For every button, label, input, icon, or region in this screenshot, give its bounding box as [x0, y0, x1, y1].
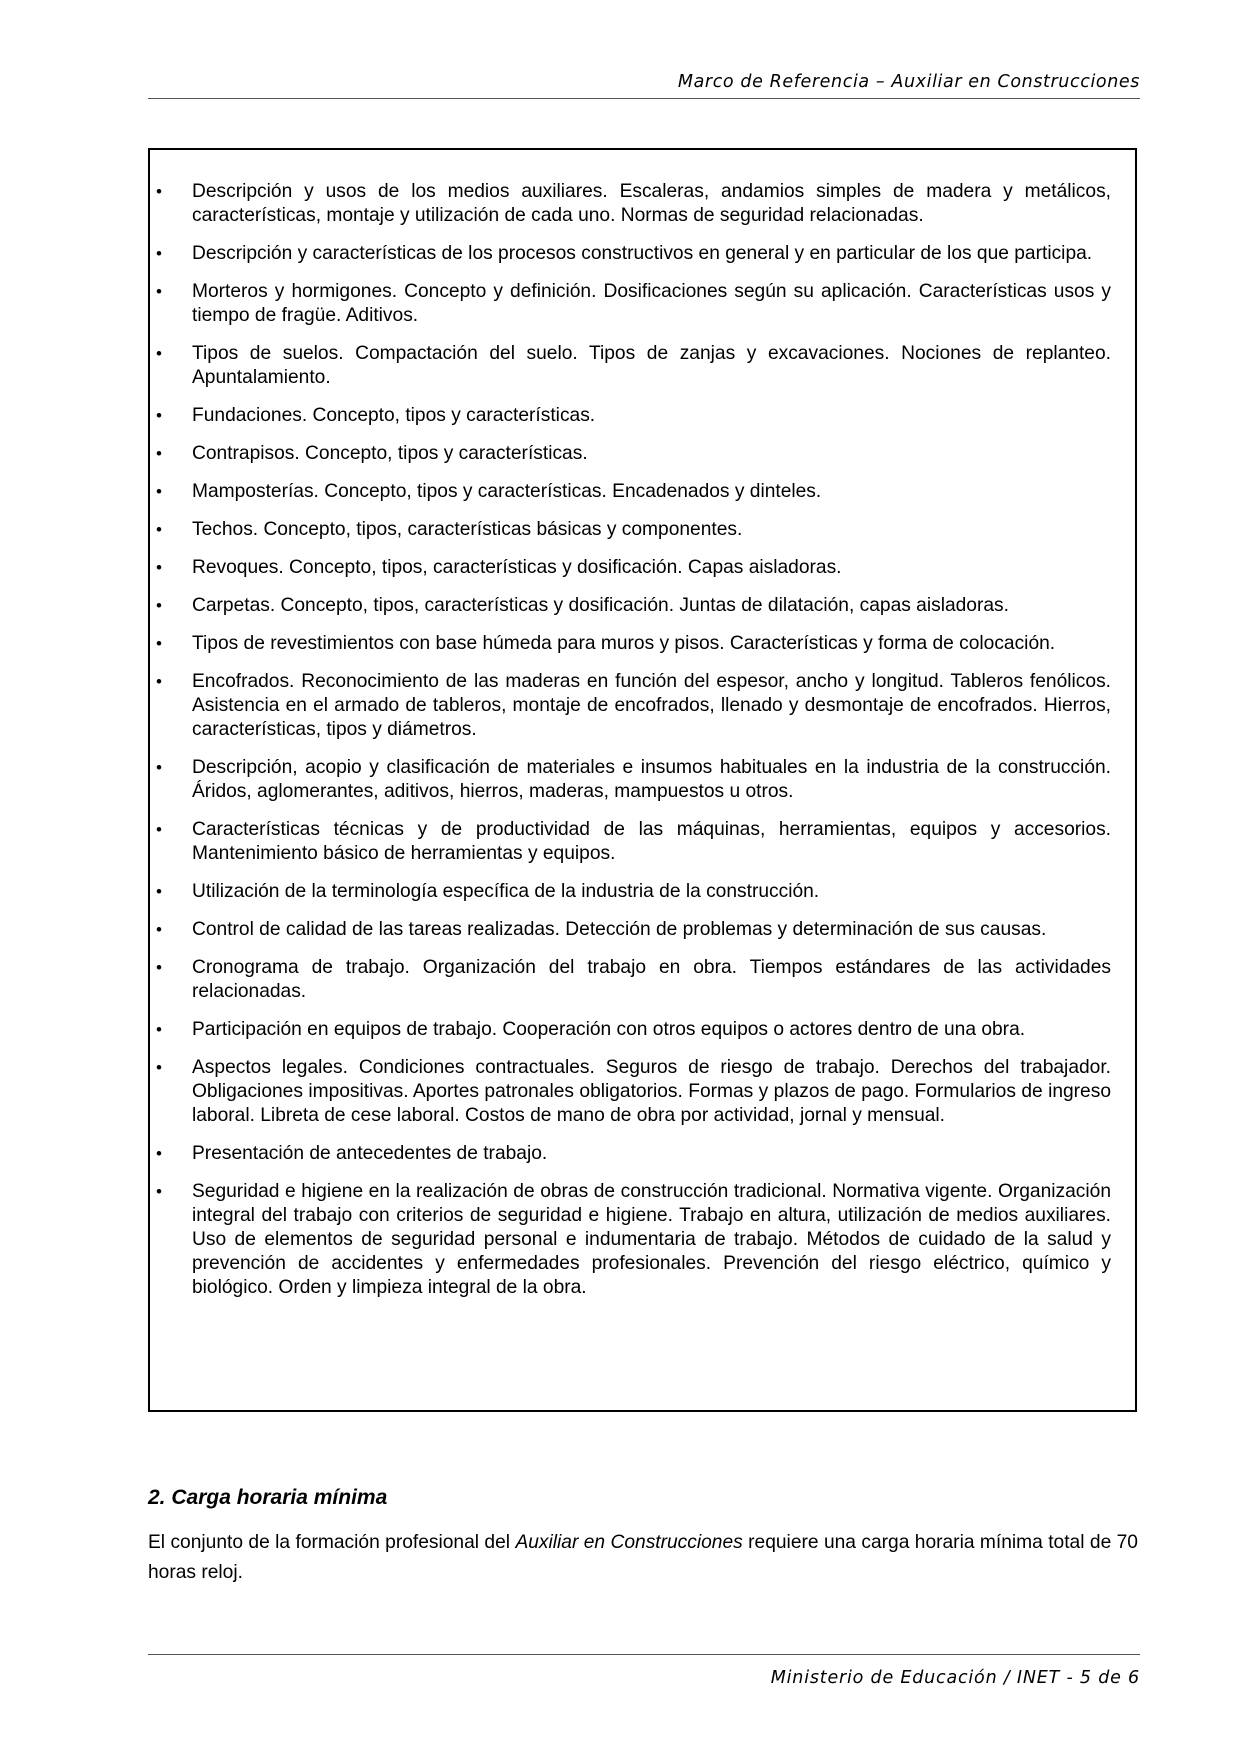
list-item [150, 180, 1135, 228]
section-heading: 2. Carga horaria mínima [148, 1486, 388, 1509]
list-item-text: Descripción y características de los procesos constructivos en general y en particular de los que participa. [192, 243, 1093, 264]
list-item [150, 918, 1135, 942]
section-text-emphasis: Auxiliar en Construcciones [515, 1532, 743, 1553]
section-text-after: requiere una carga horaria mínima total de 70 horas reloj. [148, 1532, 1138, 1583]
list-item [150, 756, 1135, 804]
bullet-icon: • [156, 596, 162, 615]
list-item [150, 1056, 1135, 1128]
list-item-text: Mamposterías. Concepto, tipos y características. Encadenados y dinteles. [192, 481, 822, 502]
list-item-text: Revoques. Concepto, tipos, características y dosificación. Capas aisladoras. [192, 557, 842, 578]
bullet-icon: • [156, 344, 162, 363]
list-item-text: Presentación de antecedentes de trabajo. [192, 1143, 548, 1164]
bullet-icon: • [156, 634, 162, 653]
list-item [150, 956, 1135, 1004]
list-item [150, 818, 1135, 866]
list-item [150, 442, 1135, 466]
list-item [150, 1018, 1135, 1042]
section-paragraph [148, 1528, 1138, 1588]
list-item-text: Fundaciones. Concepto, tipos y características. [192, 405, 596, 426]
bullet-icon: • [156, 1020, 162, 1039]
list-item-text: Cronograma de trabajo. Organización del trabajo en obra. Tiempos estándares de las actividades relacionadas. [192, 957, 1111, 1002]
bullet-icon: • [156, 920, 162, 939]
list-item [150, 404, 1135, 428]
list-item [150, 594, 1135, 618]
bullet-icon: • [156, 820, 162, 839]
list-item-text: Características técnicas y de productividad de las máquinas, herramientas, equipos y accesorios. Mantenimiento básico de herramientas y equipos. [192, 819, 1111, 864]
list-item-text: Contrapisos. Concepto, tipos y características. [192, 443, 588, 464]
bullet-icon: • [156, 758, 162, 777]
list-item-text: Techos. Concepto, tipos, características básicas y componentes. [192, 519, 743, 540]
content-bullet-list [150, 180, 1135, 1314]
list-item-text: Descripción, acopio y clasificación de materiales e insumos habituales en la industria de la construcción. Áridos, aglomerantes, aditivos, hierros, maderas, mampuestos u otros. [192, 757, 1111, 802]
bullet-icon: • [156, 244, 162, 263]
list-item [150, 242, 1135, 266]
list-item-text: Tipos de suelos. Compactación del suelo. Tipos de zanjas y excavaciones. Nociones de replanteo. Apuntalamiento. [192, 343, 1111, 388]
list-item [150, 880, 1135, 904]
list-item-text: Control de calidad de las tareas realizadas. Detección de problemas y determinación de sus causas. [192, 919, 1047, 940]
page-header: Marco de Referencia – Auxiliar en Construcciones [148, 72, 1140, 99]
list-item-text: Utilización de la terminología específica de la industria de la construcción. [192, 881, 820, 902]
bullet-icon: • [156, 882, 162, 901]
list-item-text: Participación en equipos de trabajo. Cooperación con otros equipos o actores dentro de una obra. [192, 1019, 1026, 1040]
bullet-icon: • [156, 406, 162, 425]
bullet-icon: • [156, 1182, 162, 1201]
list-item [150, 670, 1135, 742]
list-item [150, 342, 1135, 390]
list-item [150, 480, 1135, 504]
list-item [150, 556, 1135, 580]
bullet-icon: • [156, 1144, 162, 1163]
list-item-text: Morteros y hormigones. Concepto y definición. Dosificaciones según su aplicación. Características usos y tiempo de fragüe. Aditivos. [192, 281, 1111, 326]
bullet-icon: • [156, 672, 162, 691]
bullet-icon: • [156, 958, 162, 977]
bullet-icon: • [156, 482, 162, 501]
page-footer: Ministerio de Educación / INET - 5 de 6 [770, 1668, 1140, 1688]
bullet-icon: • [156, 558, 162, 577]
list-item [150, 518, 1135, 542]
list-item-text: Carpetas. Concepto, tipos, características y dosificación. Juntas de dilatación, capas aisladoras. [192, 595, 1009, 616]
section-text-before: El conjunto de la formación profesional del [148, 1532, 516, 1553]
list-item-text: Aspectos legales. Condiciones contractuales. Seguros de riesgo de trabajo. Derechos del trabajador. Obligaciones impositivas. Aportes patronales obligatorios. Formas y plazos de pago. Formularios de ingreso laboral. Libreta de cese laboral. Costos de mano de obra por actividad, jornal y mensual. [192, 1057, 1111, 1126]
list-item-text: Tipos de revestimientos con base húmeda para muros y pisos. Características y forma de colocación. [192, 633, 1056, 654]
content-box [148, 148, 1137, 1412]
bullet-icon: • [156, 282, 162, 301]
bullet-icon: • [156, 520, 162, 539]
bullet-icon: • [156, 1058, 162, 1077]
footer-divider [148, 1654, 1140, 1655]
bullet-icon: • [156, 182, 162, 201]
list-item [150, 632, 1135, 656]
list-item-text: Encofrados. Reconocimiento de las maderas en función del espesor, ancho y longitud. Tableros fenólicos. Asistencia en el armado de tableros, montaje de encofrados, llenado y desmontaje de encofrados. Hierros, características, tipos y diámetros. [192, 671, 1111, 740]
list-item [150, 1142, 1135, 1166]
list-item-text: Seguridad e higiene en la realización de obras de construcción tradicional. Normativa vigente. Organización integral del trabajo con criterios de seguridad e higiene. Trabajo en altura, utilización de medios auxiliares. Uso de elementos de seguridad personal e indumentaria de trabajo. Métodos de cuidado de la salud y prevención de accidentes y enfermedades profesionales. Prevención del riesgo eléctrico, químico y biológico. Orden y limpieza integral de la obra. [192, 1181, 1111, 1298]
list-item [150, 1180, 1135, 1300]
bullet-icon: • [156, 444, 162, 463]
list-item [150, 280, 1135, 328]
list-item-text: Descripción y usos de los medios auxiliares. Escaleras, andamios simples de madera y metálicos, características, montaje y utilización de cada uno. Normas de seguridad relacionadas. [192, 181, 1111, 226]
